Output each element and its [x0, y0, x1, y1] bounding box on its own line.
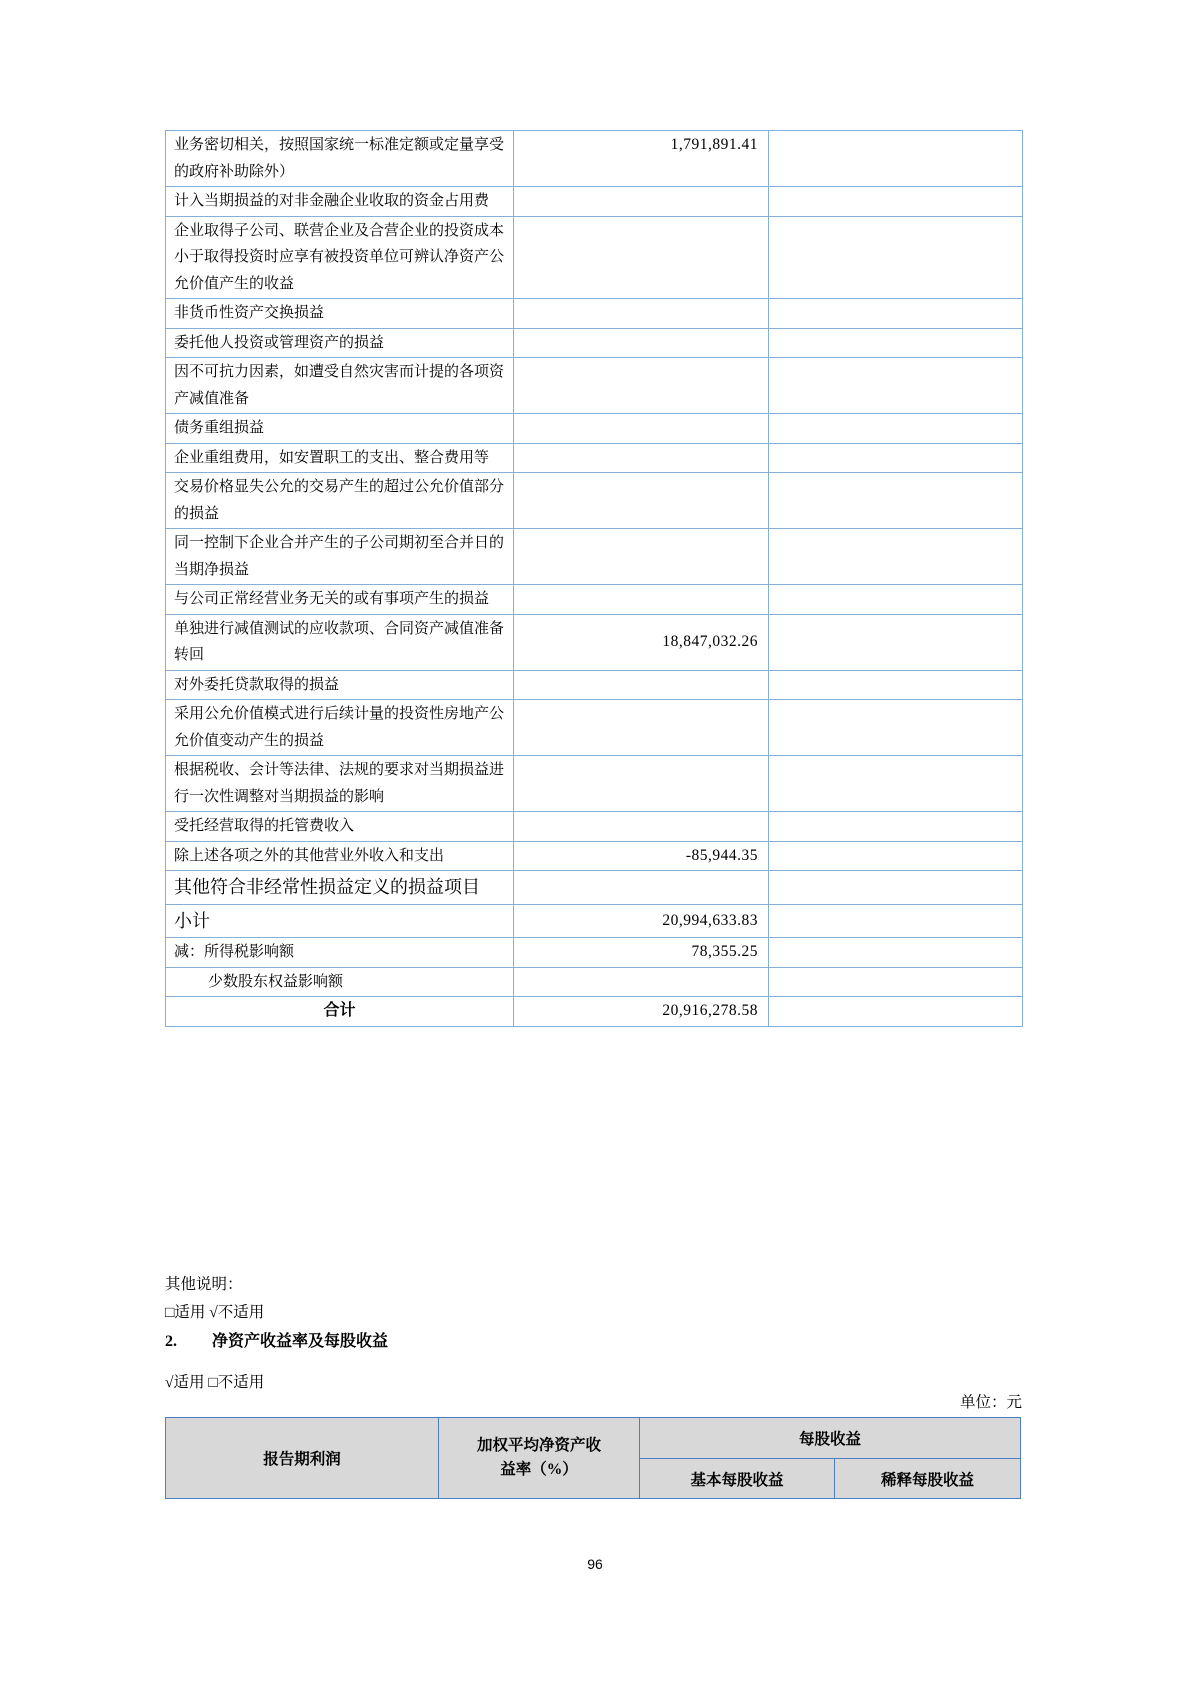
table-row — [166, 938, 1023, 968]
note-cell — [769, 473, 1023, 529]
table-row — [166, 614, 1023, 670]
table-row — [166, 967, 1023, 997]
value-cell — [514, 812, 769, 842]
table-row — [166, 585, 1023, 615]
table-row — [166, 905, 1023, 938]
value-cell — [514, 299, 769, 329]
item-cell: 小计 — [166, 905, 514, 938]
item-cell: 委托他人投资或管理资产的损益 — [166, 328, 514, 358]
value-cell: 18,847,032.26 — [514, 614, 769, 670]
item-cell: 对外委托贷款取得的损益 — [166, 670, 514, 700]
header-diluted-eps: 稀释每股收益 — [835, 1459, 1021, 1499]
item-cell: 减：所得税影响额 — [166, 938, 514, 968]
value-cell — [514, 700, 769, 756]
item-cell: 因不可抗力因素，如遭受自然灾害而计提的各项资产减值准备 — [166, 358, 514, 414]
value-cell — [514, 670, 769, 700]
table-row — [166, 358, 1023, 414]
item-cell: 除上述各项之外的其他营业外收入和支出 — [166, 841, 514, 871]
item-cell: 计入当期损益的对非金融企业收取的资金占用费 — [166, 187, 514, 217]
note-cell — [769, 905, 1023, 938]
nonrecurring-items-table — [165, 130, 1023, 1027]
note-cell — [769, 358, 1023, 414]
value-cell — [514, 871, 769, 905]
item-cell: 同一控制下企业合并产生的子公司期初至合并日的当期净损益 — [166, 529, 514, 585]
note-cell — [769, 443, 1023, 473]
note-cell — [769, 328, 1023, 358]
note-cell — [769, 997, 1023, 1027]
item-cell: 根据税收、会计等法律、法规的要求对当期损益进行一次性调整对当期损益的影响 — [166, 756, 514, 812]
table-row — [166, 700, 1023, 756]
page-number: 96 — [587, 1556, 603, 1572]
value-cell: -85,944.35 — [514, 841, 769, 871]
section-heading — [165, 1328, 388, 1351]
applicability-not-applicable-line: □适用 √不适用 — [165, 1304, 265, 1321]
note-cell — [769, 967, 1023, 997]
value-cell — [514, 473, 769, 529]
table-row — [166, 529, 1023, 585]
value-cell: 78,355.25 — [514, 938, 769, 968]
table-row — [166, 187, 1023, 217]
value-cell — [514, 358, 769, 414]
header-weighted-avg-roe: 加权平均净资产收益率（%） — [439, 1418, 640, 1499]
item-cell: 交易价格显失公允的交易产生的超过公允价值部分的损益 — [166, 473, 514, 529]
value-cell: 20,916,278.58 — [514, 997, 769, 1027]
note-cell — [769, 700, 1023, 756]
item-cell: 合计 — [166, 997, 514, 1027]
note-cell — [769, 812, 1023, 842]
note-cell — [769, 131, 1023, 187]
note-cell — [769, 529, 1023, 585]
note-cell — [769, 841, 1023, 871]
item-cell: 非货币性资产交换损益 — [166, 299, 514, 329]
other-notes-label: 其他说明： — [165, 1276, 243, 1293]
table-row — [166, 756, 1023, 812]
table-row — [166, 328, 1023, 358]
value-cell: 20,994,633.83 — [514, 905, 769, 938]
table-row — [166, 299, 1023, 329]
table-row — [166, 414, 1023, 444]
header-eps-group: 每股收益 — [640, 1418, 1021, 1459]
section-heading-number: 2. — [165, 1333, 177, 1350]
item-cell: 企业取得子公司、联营企业及合营企业的投资成本小于取得投资时应享有被投资单位可辨认净资产公允价值产生的收益 — [166, 216, 514, 299]
item-cell: 采用公允价值模式进行后续计量的投资性房地产公允价值变动产生的损益 — [166, 700, 514, 756]
item-cell: 与公司正常经营业务无关的或有事项产生的损益 — [166, 585, 514, 615]
value-cell — [514, 967, 769, 997]
value-cell — [514, 443, 769, 473]
item-cell: 其他符合非经常性损益定义的损益项目 — [166, 871, 514, 905]
note-cell — [769, 871, 1023, 905]
table-row — [166, 216, 1023, 299]
note-cell — [769, 614, 1023, 670]
note-cell — [769, 414, 1023, 444]
value-cell — [514, 216, 769, 299]
table-row — [166, 871, 1023, 905]
table-row — [166, 473, 1023, 529]
note-cell — [769, 187, 1023, 217]
value-cell: 1,791,891.41 — [514, 131, 769, 187]
header-report-period-profit: 报告期利润 — [166, 1418, 439, 1499]
item-cell: 债务重组损益 — [166, 414, 514, 444]
note-cell — [769, 938, 1023, 968]
item-cell: 企业重组费用，如安置职工的支出、整合费用等 — [166, 443, 514, 473]
section-heading-title: 净资产收益率及每股收益 — [212, 1333, 389, 1350]
item-cell: 单独进行减值测试的应收款项、合同资产减值准备转回 — [166, 614, 514, 670]
value-cell — [514, 414, 769, 444]
value-cell — [514, 328, 769, 358]
note-cell — [769, 756, 1023, 812]
item-cell: 受托经营取得的托管费收入 — [166, 812, 514, 842]
table-row — [166, 443, 1023, 473]
value-cell — [514, 187, 769, 217]
value-cell — [514, 529, 769, 585]
table-row — [166, 841, 1023, 871]
note-cell — [769, 670, 1023, 700]
item-cell: 业务密切相关，按照国家统一标准定额或定量享受的政府补助除外） — [166, 131, 514, 187]
table-row — [166, 812, 1023, 842]
unit-label: 单位：元 — [959, 1394, 1022, 1411]
table-row — [166, 131, 1023, 187]
table-row — [166, 670, 1023, 700]
nonrecurring-items-rows — [166, 131, 1023, 1027]
header-basic-eps: 基本每股收益 — [640, 1459, 835, 1499]
roe-eps-table — [165, 1417, 1021, 1499]
applicability-applicable-line: √适用 □不适用 — [165, 1374, 265, 1391]
note-cell — [769, 299, 1023, 329]
table-row — [166, 997, 1023, 1027]
value-cell — [514, 585, 769, 615]
value-cell — [514, 756, 769, 812]
note-cell — [769, 585, 1023, 615]
item-cell: 少数股东权益影响额 — [166, 967, 514, 997]
note-cell — [769, 216, 1023, 299]
